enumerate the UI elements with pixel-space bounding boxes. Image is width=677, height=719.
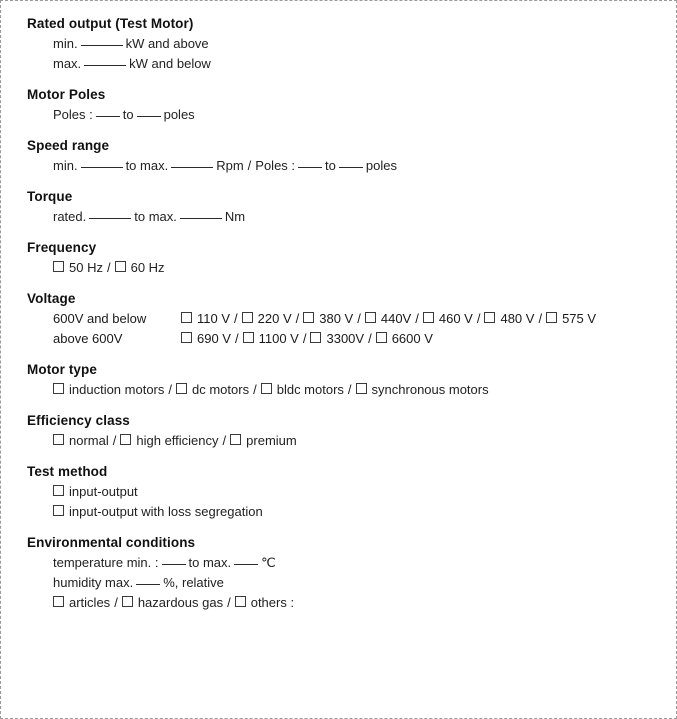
rated-output-min-line <box>53 34 660 54</box>
section-title-test-method: Test method <box>27 464 108 479</box>
section-body-motor-poles <box>27 105 660 125</box>
section-frequency <box>27 238 660 278</box>
environmental-temperature-unit: ℃ <box>261 555 276 570</box>
frequency-option-60hz-label: 60 Hz <box>130 260 165 275</box>
efficiency-option-premium-label: premium <box>246 433 297 448</box>
speed-range-to-label: to <box>125 158 137 173</box>
motor-type-options <box>53 380 660 400</box>
efficiency-option-high-efficiency[interactable] <box>120 431 218 451</box>
voltage-option-3300v-label: 3300V <box>326 331 365 346</box>
frequency-option-50hz[interactable] <box>53 258 103 278</box>
voltage-option-440v[interactable] <box>365 309 411 329</box>
motor-type-option-induction-label: induction motors <box>69 382 165 397</box>
voltage-option-3300v[interactable] <box>310 329 364 349</box>
motor-poles-unit: poles <box>163 107 195 122</box>
separator: / <box>234 311 238 326</box>
section-torque <box>27 187 660 227</box>
test-method-option-loss-segregation-label: input-output with loss segregation <box>69 504 263 519</box>
section-title-rated-output: Rated output (Test Motor) <box>27 16 194 31</box>
section-title-motor-poles: Motor Poles <box>27 87 106 102</box>
rated-output-max-blank[interactable] <box>84 65 126 66</box>
torque-max-label: max. <box>148 209 177 224</box>
speed-range-min-blank[interactable] <box>81 167 123 168</box>
voltage-row-below-600v-options <box>181 309 596 329</box>
voltage-option-1100v[interactable] <box>243 329 299 349</box>
checkbox-icon[interactable] <box>115 261 126 272</box>
motor-type-option-synchronous[interactable] <box>356 380 489 400</box>
environmental-option-others-label: others : <box>250 595 295 610</box>
torque-rated-label: rated. <box>53 209 87 224</box>
section-body-test-method <box>27 482 660 522</box>
voltage-row-above-600v <box>53 329 660 349</box>
voltage-option-480v-label: 480 V <box>500 311 535 326</box>
environmental-humidity-blank[interactable] <box>136 584 160 585</box>
motor-type-option-bldc[interactable] <box>261 380 344 400</box>
checkbox-icon[interactable] <box>53 383 64 394</box>
rated-output-min-unit: kW and above <box>125 36 209 51</box>
speed-range-slash: / <box>247 158 252 173</box>
motor-poles-label: Poles : <box>53 107 93 122</box>
section-rated-output <box>27 14 660 74</box>
checkbox-icon[interactable] <box>53 434 64 445</box>
separator: / <box>234 331 239 346</box>
separator: / <box>227 595 231 610</box>
rated-output-min-blank[interactable] <box>81 45 123 46</box>
voltage-option-460v-label: 460 V <box>438 311 473 326</box>
section-title-frequency: Frequency <box>27 240 97 255</box>
separator: / <box>538 311 543 326</box>
section-title-motor-type: Motor type <box>27 362 97 377</box>
efficiency-option-premium[interactable] <box>230 431 297 451</box>
speed-range-max-label: max. <box>140 158 169 173</box>
speed-range-min-label: min. <box>53 158 78 173</box>
checkbox-icon[interactable] <box>53 261 64 272</box>
section-body-voltage <box>27 309 660 349</box>
voltage-option-1100v-label: 1100 V <box>258 331 299 346</box>
section-test-method <box>27 462 660 522</box>
checkbox-icon[interactable] <box>181 312 192 323</box>
motor-poles-line <box>53 105 660 125</box>
environmental-options <box>53 593 660 613</box>
environmental-humidity-line <box>53 573 660 593</box>
voltage-row-below-600v-label: 600V and below <box>53 311 147 326</box>
section-body-rated-output <box>27 34 660 74</box>
test-method-option-loss-segregation[interactable] <box>53 502 660 522</box>
voltage-option-575v-label: 575 V <box>562 311 597 326</box>
voltage-option-110v[interactable] <box>181 309 230 329</box>
section-body-frequency <box>27 258 660 278</box>
efficiency-option-normal-label: normal <box>69 433 109 448</box>
section-title-environmental-conditions: Environmental conditions <box>27 535 196 550</box>
speed-range-unit: Rpm <box>216 158 244 173</box>
speed-range-line <box>53 156 660 176</box>
checkbox-icon[interactable] <box>303 312 314 323</box>
environmental-option-articles-label: articles <box>69 595 111 610</box>
rated-output-max-unit: kW and below <box>129 56 211 71</box>
section-body-torque <box>27 207 660 227</box>
motor-type-option-synchronous-label: synchronous motors <box>371 382 489 397</box>
voltage-option-220v[interactable] <box>242 309 292 329</box>
separator: / <box>106 260 111 275</box>
voltage-option-110v-label: 110 V <box>197 311 231 326</box>
checkbox-icon[interactable] <box>53 505 64 516</box>
environmental-temperature-max-blank[interactable] <box>234 564 258 565</box>
section-body-motor-type <box>27 380 660 400</box>
motor-type-option-bldc-label: bldc motors <box>276 382 344 397</box>
section-title-efficiency-class: Efficiency class <box>27 413 130 428</box>
checkbox-icon[interactable] <box>356 383 367 394</box>
environmental-option-hazardous-gas[interactable] <box>122 593 223 613</box>
frequency-option-50hz-label: 50 Hz <box>69 260 103 275</box>
checkbox-icon[interactable] <box>230 434 241 445</box>
voltage-option-6600v-label: 6600 V <box>391 331 433 346</box>
motor-poles-from-blank[interactable] <box>96 116 120 117</box>
torque-to-label: to <box>134 209 146 224</box>
checkbox-icon[interactable] <box>423 312 434 323</box>
section-title-speed-range: Speed range <box>27 138 110 153</box>
environmental-humidity-unit: %, relative <box>163 575 224 590</box>
section-title-voltage: Voltage <box>27 291 76 306</box>
separator: / <box>168 382 173 397</box>
rated-output-max-line <box>53 54 660 74</box>
environmental-temperature-min-blank[interactable] <box>162 564 186 565</box>
checkbox-icon[interactable] <box>365 312 376 323</box>
environmental-temperature-line <box>53 553 660 573</box>
voltage-option-380v[interactable] <box>303 309 353 329</box>
speed-range-poles-to-label: to <box>325 158 336 173</box>
section-motor-type <box>27 360 660 400</box>
voltage-row-above-600v-label: above 600V <box>53 331 123 346</box>
separator: / <box>112 433 117 448</box>
speed-range-max-blank[interactable] <box>171 167 213 168</box>
separator: / <box>222 433 227 448</box>
section-body-environmental-conditions <box>27 553 660 613</box>
environmental-option-articles[interactable] <box>53 593 110 613</box>
checkbox-icon[interactable] <box>235 596 246 607</box>
voltage-option-690v[interactable] <box>181 329 231 349</box>
voltage-row-above-600v-options <box>181 329 433 349</box>
frequency-option-60hz[interactable] <box>115 258 165 278</box>
section-efficiency-class <box>27 411 660 451</box>
checkbox-icon[interactable] <box>122 596 133 607</box>
checkbox-icon[interactable] <box>376 332 387 343</box>
motor-poles-to-label: to <box>122 107 134 122</box>
checkbox-icon[interactable] <box>181 332 192 343</box>
test-method-option-input-output[interactable] <box>53 482 660 502</box>
environmental-humidity-label: humidity max. <box>53 575 134 590</box>
separator: / <box>347 382 352 397</box>
checkbox-icon[interactable] <box>546 312 557 323</box>
speed-range-poles-from-blank[interactable] <box>298 167 322 168</box>
efficiency-class-options <box>53 431 660 451</box>
section-voltage <box>27 289 660 349</box>
section-body-efficiency-class <box>27 431 660 451</box>
section-body-speed-range <box>27 156 660 176</box>
voltage-option-690v-label: 690 V <box>197 331 231 346</box>
environmental-temperature-mid-label: to max. <box>188 555 232 570</box>
separator: / <box>357 311 361 326</box>
checkbox-icon[interactable] <box>53 485 64 496</box>
speed-range-poles-label: Poles : <box>255 158 296 173</box>
separator: / <box>114 595 118 610</box>
efficiency-option-normal[interactable] <box>53 431 109 451</box>
voltage-option-220v-label: 220 V <box>257 311 292 326</box>
separator: / <box>295 311 300 326</box>
efficiency-option-high-efficiency-label: high efficiency <box>136 433 219 448</box>
checkbox-icon[interactable] <box>243 332 254 343</box>
checkbox-icon[interactable] <box>242 312 253 323</box>
voltage-option-480v[interactable] <box>484 309 534 329</box>
checkbox-icon[interactable] <box>484 312 495 323</box>
environmental-option-hazardous-gas-label: hazardous gas <box>137 595 224 610</box>
checkbox-icon[interactable] <box>261 383 272 394</box>
motor-type-option-induction[interactable] <box>53 380 164 400</box>
section-title-torque: Torque <box>27 189 73 204</box>
rated-output-max-label: max. <box>53 56 82 71</box>
separator: / <box>415 311 419 326</box>
voltage-row-below-600v <box>53 309 660 329</box>
torque-unit: Nm <box>224 209 246 224</box>
voltage-option-380v-label: 380 V <box>319 311 354 326</box>
section-environmental-conditions <box>27 533 660 613</box>
motor-poles-to-blank[interactable] <box>137 116 161 117</box>
voltage-option-440v-label: 440V <box>380 311 412 326</box>
motor-type-option-dc-label: dc motors <box>192 382 250 397</box>
speed-range-poles-to-blank[interactable] <box>339 167 363 168</box>
checkbox-icon[interactable] <box>176 383 187 394</box>
speed-range-poles-unit: poles <box>365 158 397 173</box>
section-speed-range <box>27 136 660 176</box>
environmental-option-others[interactable] <box>235 593 294 613</box>
environmental-temperature-label: temperature min. : <box>53 555 159 570</box>
checkbox-icon[interactable] <box>53 596 64 607</box>
separator: / <box>368 331 372 346</box>
checkbox-icon[interactable] <box>120 434 131 445</box>
separator: / <box>476 311 481 326</box>
motor-type-option-dc[interactable] <box>176 380 249 400</box>
rated-output-min-label: min. <box>53 36 78 51</box>
voltage-option-6600v[interactable] <box>376 329 433 349</box>
voltage-option-460v[interactable] <box>423 309 473 329</box>
checkbox-icon[interactable] <box>310 332 321 343</box>
voltage-option-575v[interactable] <box>546 309 596 329</box>
test-method-option-input-output-label: input-output <box>69 484 138 499</box>
torque-rated-blank[interactable] <box>89 218 131 219</box>
separator: / <box>302 331 307 346</box>
torque-line <box>53 207 660 227</box>
section-motor-poles <box>27 85 660 125</box>
torque-max-blank[interactable] <box>180 218 222 219</box>
separator: / <box>253 382 257 397</box>
frequency-options <box>53 258 660 278</box>
